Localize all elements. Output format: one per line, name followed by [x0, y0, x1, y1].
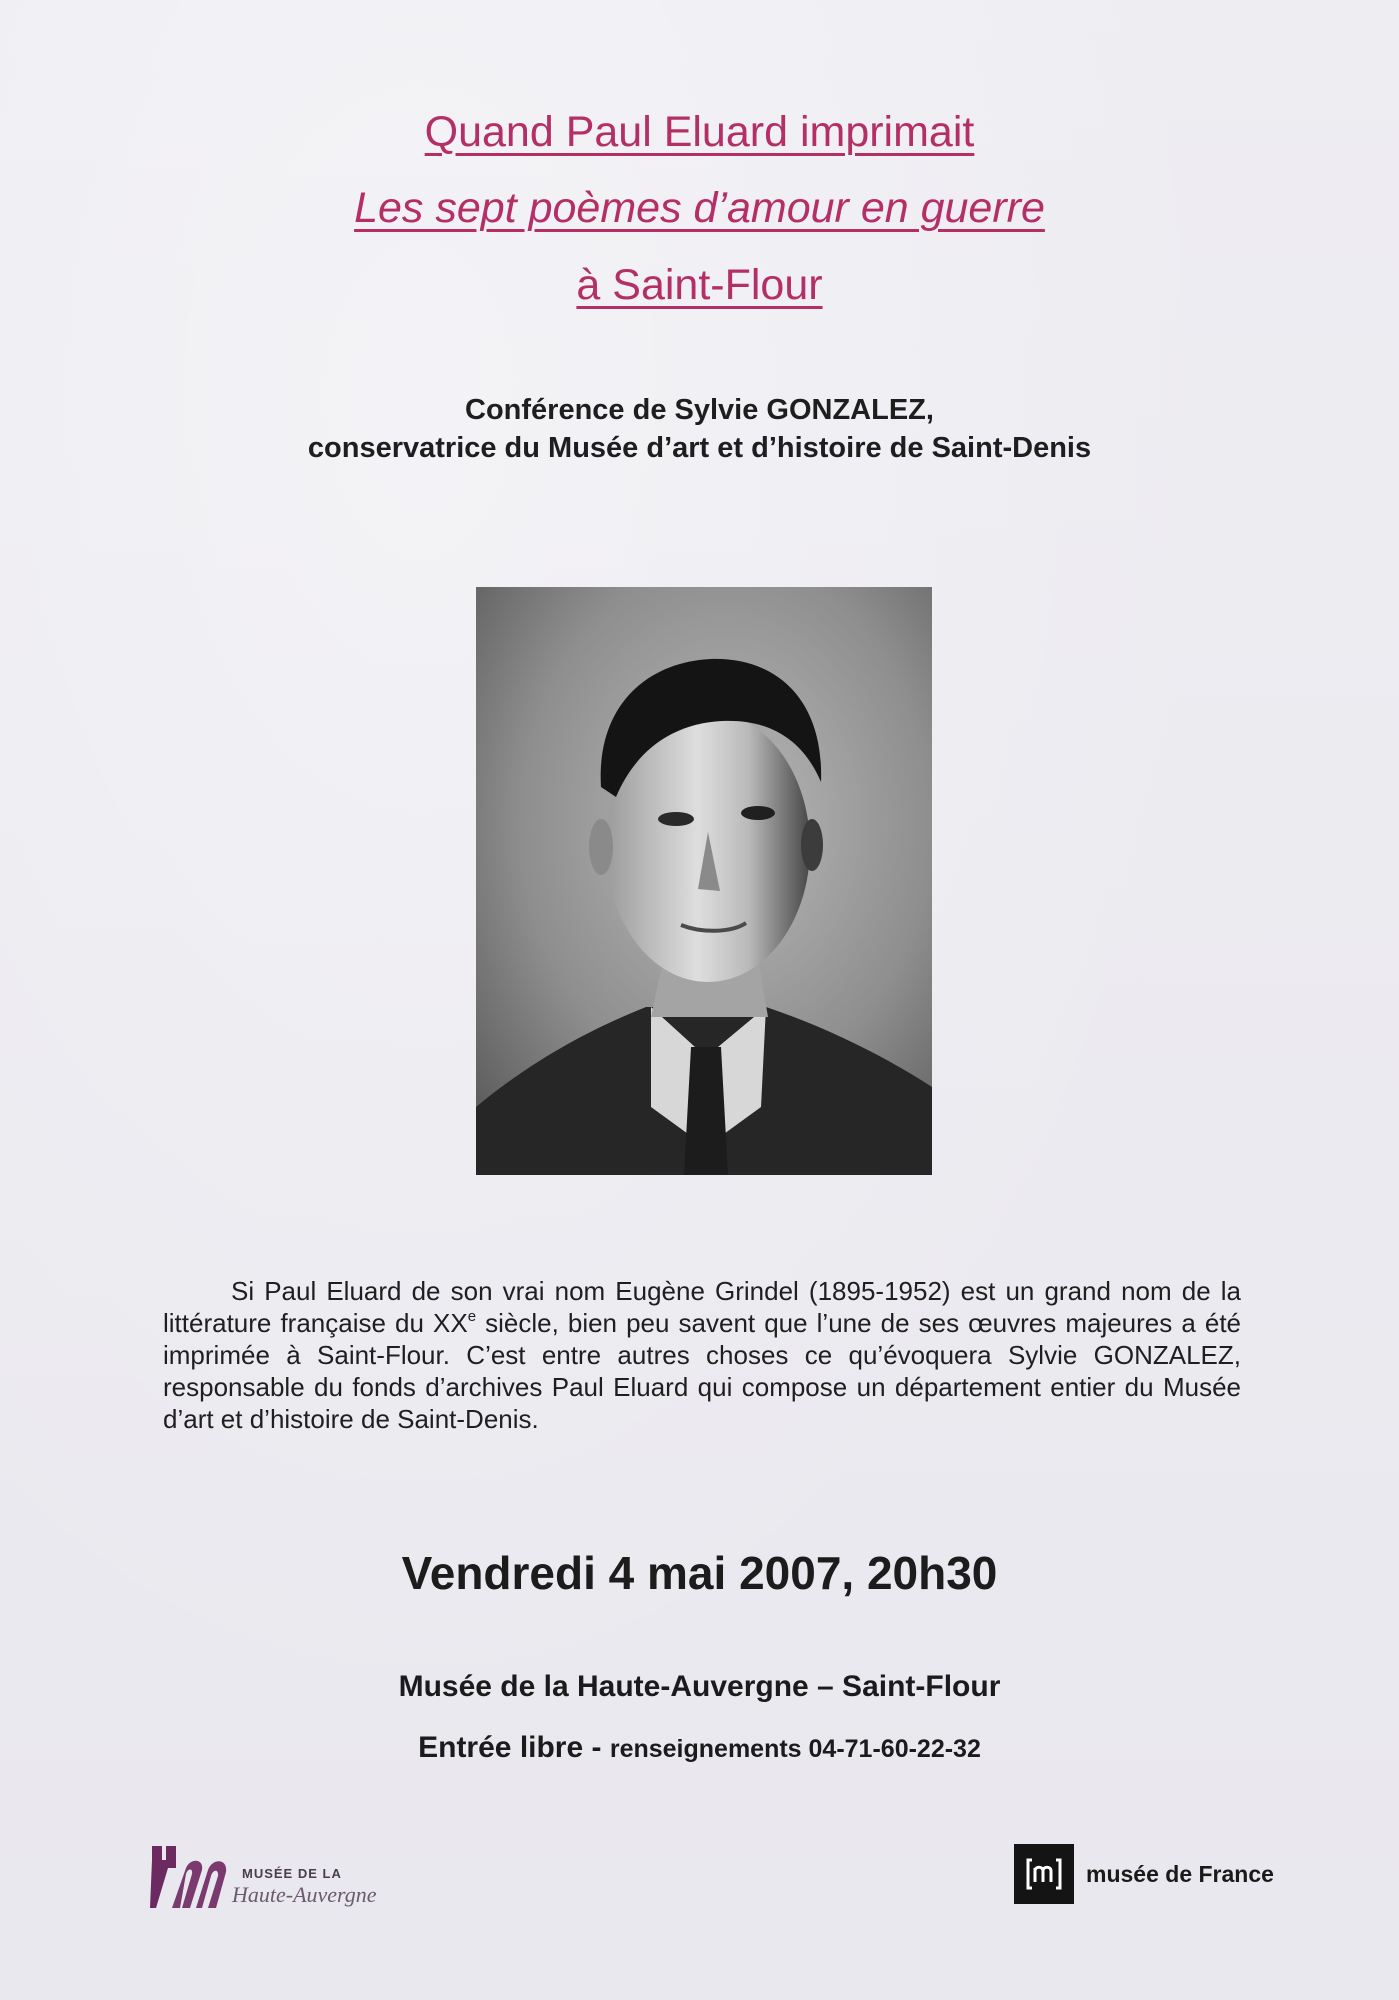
portrait-photo: [476, 587, 932, 1175]
description-paragraph: [163, 1275, 1241, 1435]
mha-logo-line-2: Haute-Auvergne: [232, 1882, 377, 1907]
title-line-3: à Saint-Flour: [576, 261, 823, 309]
description-part-2: siècle, bien peu savent que l’une de ses œuvres majeures a été imprimée à Saint-Flour. C’est entre autres choses ce qu’évoquera Sylvie GONZALEZ, responsable du fonds d’archives Paul Eluard qui compose un département entier du Musée d’art et d’histoire de Saint-Denis.: [163, 1308, 1241, 1434]
mha-logo-icon: [150, 1846, 240, 1908]
subtitle-line-2: conservatrice du Musée d’art et d’histoire de Saint-Denis: [307, 432, 1092, 464]
description-superscript: e: [467, 1308, 477, 1325]
musee-de-france-logo: [1014, 1844, 1294, 1908]
title-line-2: Les sept poèmes d’amour en guerre: [354, 184, 1045, 232]
entry-label: Entrée libre: [418, 1731, 584, 1764]
musee-haute-auvergne-logo: [150, 1846, 440, 1916]
entry-separator: -: [583, 1731, 610, 1764]
title-line-1: Quand Paul Eluard imprimait: [424, 108, 975, 156]
description-part-1: Si Paul Eluard de son vrai nom Eugène Grindel (1895-1952) est un grand nom de la littérature française du XX: [163, 1276, 1241, 1338]
event-entry-info: [0, 1728, 1399, 1773]
event-date: Vendredi 4 mai 2007, 20h30: [401, 1547, 998, 1599]
event-venue: Musée de la Haute-Auvergne – Saint-Flour: [398, 1670, 1001, 1703]
m-logo-icon: [1014, 1844, 1074, 1904]
info-phone: renseignements 04-71-60-22-32: [609, 1735, 981, 1763]
subtitle-line-1: Conférence de Sylvie GONZALEZ,: [465, 394, 934, 426]
mha-logo-line-1: MUSÉE DE LA: [242, 1866, 342, 1881]
musee-de-france-label: musée de France: [1086, 1861, 1274, 1887]
